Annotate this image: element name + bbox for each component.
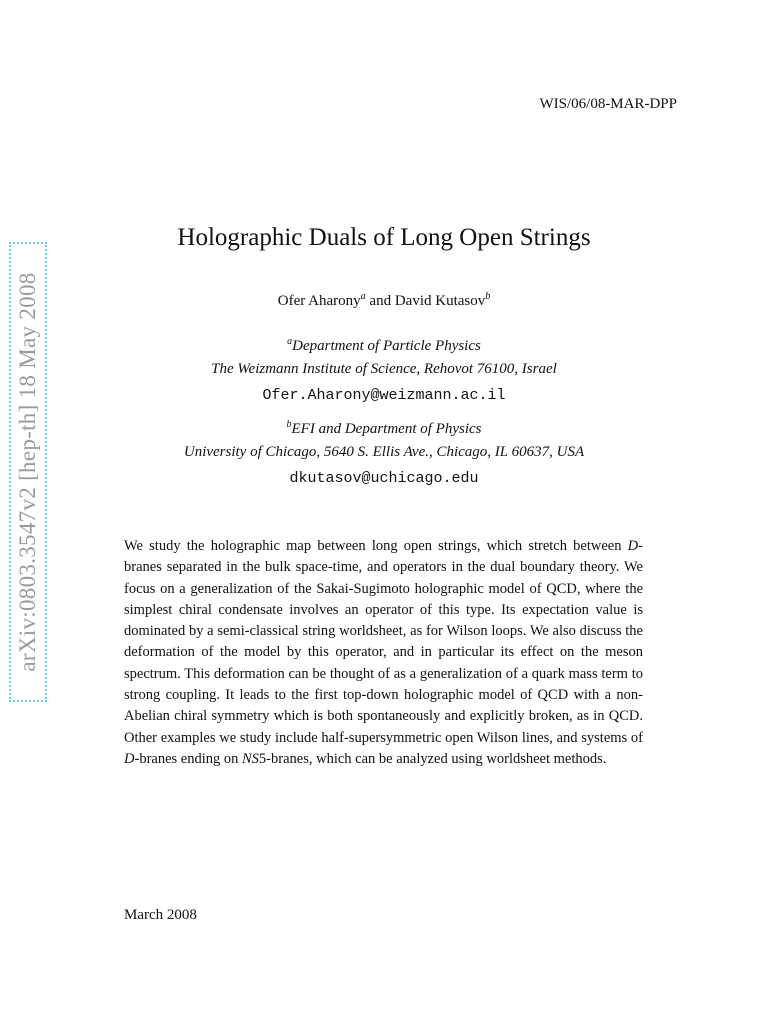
affiliation-mark-a: a — [360, 291, 366, 302]
author-kutasov: David Kutasov — [394, 293, 486, 309]
affiliation-b-institution: University of Chicago, 5640 S. Ellis Ave., Chicago, IL 60637, USA — [183, 444, 585, 460]
author-aharony: Ofer Aharony — [277, 293, 361, 309]
author-conjunction: and — [369, 293, 392, 309]
author-line — [0, 291, 768, 310]
report-number: WIS/06/08-MAR-DPP — [539, 96, 677, 112]
affiliation-a-mark: a — [287, 336, 293, 347]
email-aharony[interactable]: Ofer.Aharony@weizmann.ac.il — [262, 387, 506, 404]
affiliation-a-department: $^a$Department of Particle Physics — [287, 336, 481, 354]
arxiv-identifier[interactable]: arXiv:0803.3547v2 [hep-th] 18 May 2008 — [15, 272, 40, 672]
email-kutasov[interactable]: dkutasov@uchicago.edu — [289, 470, 479, 487]
paper-title: Holographic Duals of Long Open Strings — [177, 224, 591, 251]
affiliation-b-department: $^b$EFI and Department of Physics — [286, 419, 482, 437]
abstract: We study the holographic map between long open strings, which stretch between D-branes separated in the bulk space-time, and operators in the dual boundary theory. We focus on a generalization of the Sakai-Sugimoto holographic model of QCD, where the simplest chiral condensate involves an operator of this type. Its expectation value is dominated by a semi-classical string worldsheet, as for Wilson loops. We also discuss the deformation of the model by this operator, and in particular its effect on the meson spectrum. This deformation can be thought of as a generalization of a quark mass term to strong coupling. It leads to the first top-down holographic model of QCD with a non-Abelian chiral symmetry which is both spontaneously and explicitly broken, as in QCD. Other examples we study include half-supersymmetric open Wilson lines, and systems of D-branes ending on NS5-branes, which can be analyzed using worldsheet methods. — [124, 538, 643, 767]
publication-date: March 2008 — [124, 907, 197, 923]
affiliation-a-institution: The Weizmann Institute of Science, Rehovot 76100, Israel — [211, 361, 557, 377]
affiliation-b-mark: b — [286, 419, 292, 430]
affiliation-mark-b: b — [485, 291, 491, 302]
